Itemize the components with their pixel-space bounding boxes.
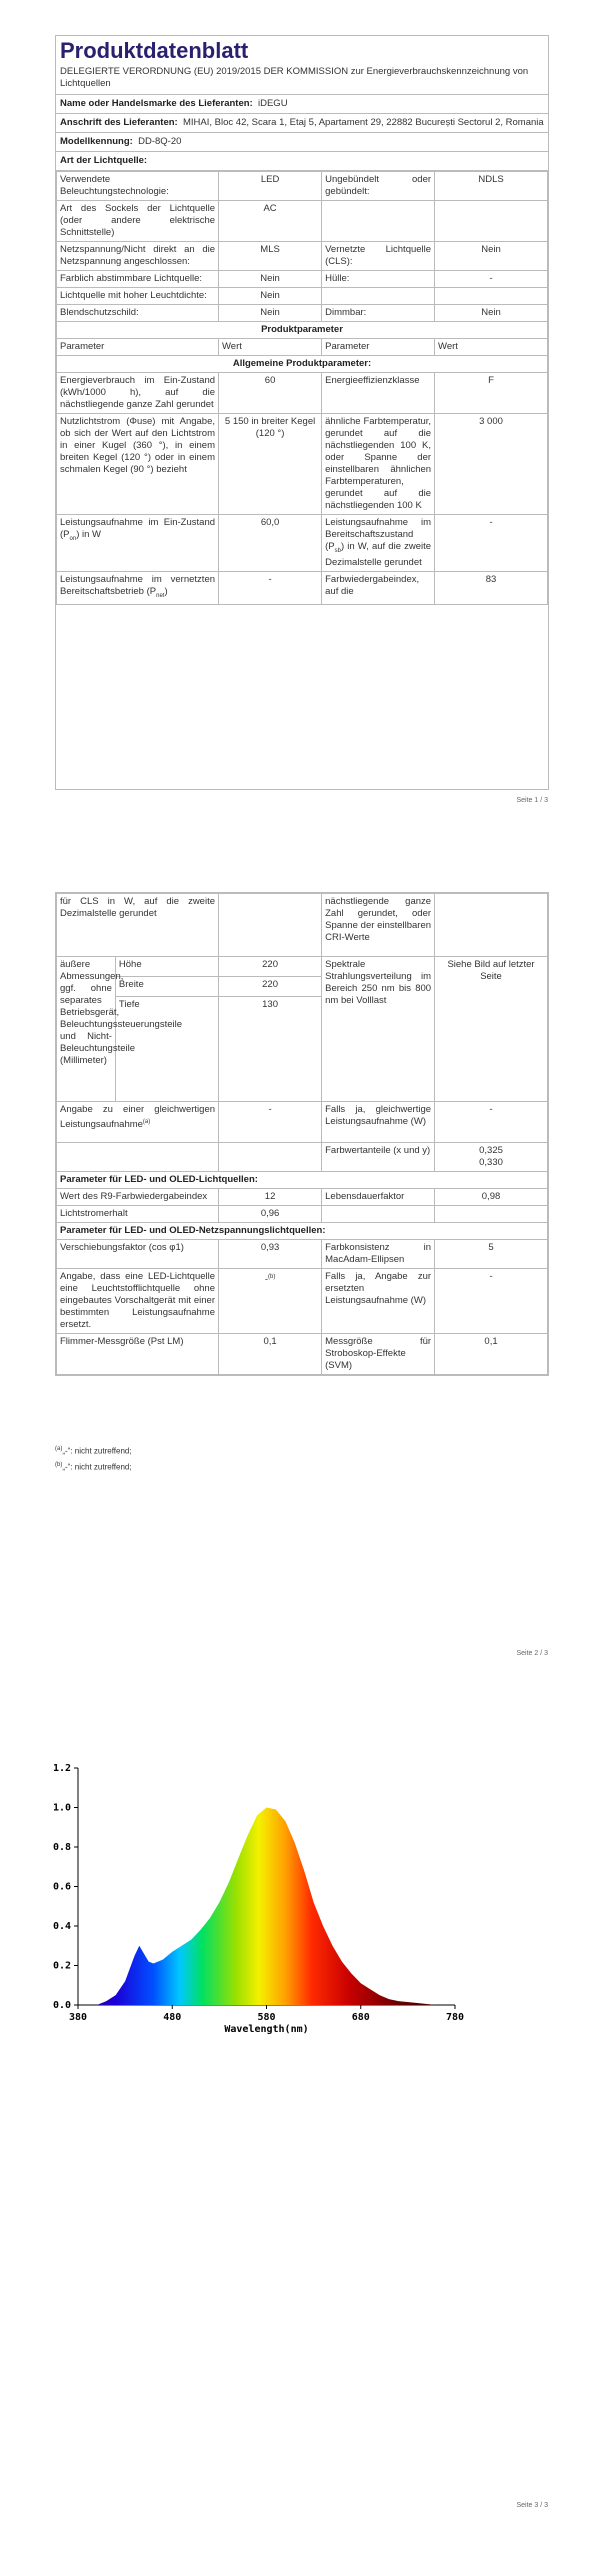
page-number: Seite 1 / 3 (516, 797, 548, 804)
table-row: Leistungsaufnahme im vernetzten Bereitschaftsbetrieb $(P_{net})$ - Farbwiedergabeindex, auf die 83 (57, 571, 548, 604)
light-type-table (56, 171, 548, 605)
supplier-value: iDEGU (258, 98, 288, 109)
spectrum-area (78, 1808, 455, 2006)
address-row: Anschrift des Lieferanten: MIHAI, Bloc 42, Scara 1, Etaj 5, Apartament 29, 22882 București Sectorul 2, Romania (56, 114, 548, 133)
table-header-row: Parameter Wert Parameter Wert (57, 339, 548, 356)
params-table-continued (56, 893, 548, 1375)
led-params-header: Parameter für LED- und OLED-Lichtquellen: (57, 1172, 548, 1189)
table-row: Farblich abstimmbare Lichtquelle: Nein Hülle: - (57, 271, 548, 288)
y-tick-label: 0.2 (52, 1960, 71, 1972)
y-tick-label: 1.2 (52, 1763, 71, 1774)
table-row: Leistungsaufnahme im Ein-Zustand $(P_{on})$ in W 60,0 Leistungsaufnahme im Bereitschaftszustand $(P_{sb})$ in W, auf die zweite Dezimalstelle gerundet - (57, 515, 548, 572)
x-tick-label: 680 (351, 2012, 370, 2023)
table-row: Blendschutzschild: Nein Dimmbar: Nein (57, 305, 548, 322)
table-row: Lichtquelle mit hoher Leuchtdichte: Nein (57, 288, 548, 305)
table-row: Farbwertanteile (x und y) 0,325 0,330 (57, 1143, 548, 1172)
table-row: Art des Sockels der Lichtquelle (oder andere elektrische Schnittstelle) AC (57, 201, 548, 242)
table-row: Angabe, dass eine LED-Lichtquelle eine Leuchtstofflichtquelle ohne eingebautes Vorschaltgerät mit einer bestimmten Leistungsaufnahme ersetzt. -$^{(b)}$ Falls ja, Angabe zur ersetzten Leistungsaufnahme (W) - (57, 1269, 548, 1334)
table-row: Nutzlichtstrom (Φuse) mit Angabe, ob sich der Wert auf den Lichtstrom in einer Kugel (360 °), in einem breiten Kegel (120 °) oder in einem schmalen Kegel (90 °) bezieht 5 150 in breiter Kegel (120 °) ähnliche Farbtemperatur, gerundet auf die nächstliegenden 100 K, oder Spanne der einstellbaren ähnlichen Farbtemperaturen, gerundet auf die nächstliegenden 100 K 3 000 (57, 414, 548, 515)
page-3 (0, 1700, 603, 2560)
footnote-a: $^{(a)}$„-“: nicht zutreffend; (55, 1446, 132, 1456)
table-row: Tiefe 130 (57, 997, 548, 1102)
table-row: Verschiebungsfaktor (cos φ1) 0,93 Farbkonsistenz in MacAdam-Ellipsen 5 (57, 1240, 548, 1269)
model-row: Modellkennung: DD-8Q-20 (56, 133, 548, 152)
table-row: Breite 220 (57, 977, 548, 997)
x-tick-label: 780 (445, 2012, 465, 2023)
y-tick-label: 0.8 (52, 1842, 71, 1853)
address-value: MIHAI, Bloc 42, Scara 1, Etaj 5, Apartament 29, 22882 București Sectorul 2, Romania (183, 117, 544, 128)
page-1 (0, 0, 603, 820)
table-row: Netzspannung/Nicht direkt an die Netzspannung angeschlossen: MLS Vernetzte Lichtquelle (CLS): Nein (57, 242, 548, 271)
model-value: DD-8Q-20 (138, 136, 182, 147)
table-row: Wert des R9-Farbwiedergabeindex 12 Lebensdauerfaktor 0,98 (57, 1189, 548, 1206)
spectral-distribution-chart (0, 1740, 603, 2080)
page-number: Seite 2 / 3 (516, 1650, 548, 1657)
regulation-subtitle: DELEGIERTE VERORDNUNG (EU) 2019/2015 DER KOMMISSION zur Energieverbrauchskennzeichnung von Lichtquellen (56, 64, 548, 95)
light-type-header: Art der Lichtquelle: (56, 152, 548, 171)
table-row: Flimmer-Messgröße (Pst LM) 0,1 Messgröße für Stroboskop-Effekte (SVM) 0,1 (57, 1334, 548, 1375)
table-row: Lichtstromerhalt 0,96 (57, 1206, 548, 1223)
table-row: für CLS in W, auf die zweite Dezimalstelle gerundet nächstliegende ganze Zahl gerundet, oder Spanne der einstellbaren CRI-Werte (57, 894, 548, 957)
page-number: Seite 3 / 3 (516, 2502, 548, 2509)
y-tick-label: 0.4 (52, 1921, 71, 1932)
x-tick-label: 580 (257, 2012, 276, 2023)
general-params-header: Allgemeine Produktparameter: (57, 356, 548, 373)
dimensions-label: äußere Abmessungen, ggf. ohne separates Betriebsgerät, Beleuchtungssteuerungsteile und Nicht-Beleuchtungsteile (Millimeter) (57, 957, 116, 1102)
product-params-header: Produktparameter (57, 322, 548, 339)
page-2 (0, 880, 603, 1680)
y-tick-label: 1.0 (52, 1802, 71, 1814)
x-axis-label: Wavelength(nm) (224, 2024, 309, 2035)
spectral-value: Siehe Bild auf letzter Seite (435, 957, 548, 1102)
footnote-b: $^{(b)}$„-“: nicht zutreffend; (55, 1462, 132, 1472)
x-tick-label: 380 (68, 2012, 88, 2023)
y-tick-label: 0.0 (52, 2000, 71, 2011)
table-row: Energieverbrauch im Ein-Zustand (kWh/1000 h), auf die nächstliegende ganze Zahl gerundet 60 Energieeffizienzklasse F (57, 373, 548, 414)
document-title: Produktdatenblatt (60, 38, 249, 63)
y-tick-label: 0.6 (52, 1881, 71, 1893)
table-row: äußere Abmessungen, ggf. ohne separates Betriebsgerät, Beleuchtungssteuerungsteile und Nicht-Beleuchtungsteile (Millimeter) Höhe 220 Spektrale Strahlungsverteilung im Bereich 250 nm bis 800 nm bei Volllast Siehe Bild auf letzter Seite (57, 957, 548, 977)
datasheet-frame-continued (55, 892, 549, 1376)
supplier-row: Name oder Handelsmarke des Lieferanten: iDEGU (56, 95, 548, 114)
mains-params-header: Parameter für LED- und OLED-Netzspannungslichtquellen: (57, 1223, 548, 1240)
datasheet-frame (55, 35, 549, 790)
x-tick-label: 480 (163, 2012, 182, 2023)
table-row: Verwendete Beleuchtungstechnologie: LED Ungebündelt oder gebündelt: NDLS (57, 172, 548, 201)
table-row: Angabe zu einer gleichwertigen Leistungsaufnahme$^{(a)}$ - Falls ja, gleichwertige Leistungsaufnahme (W) - (57, 1102, 548, 1143)
